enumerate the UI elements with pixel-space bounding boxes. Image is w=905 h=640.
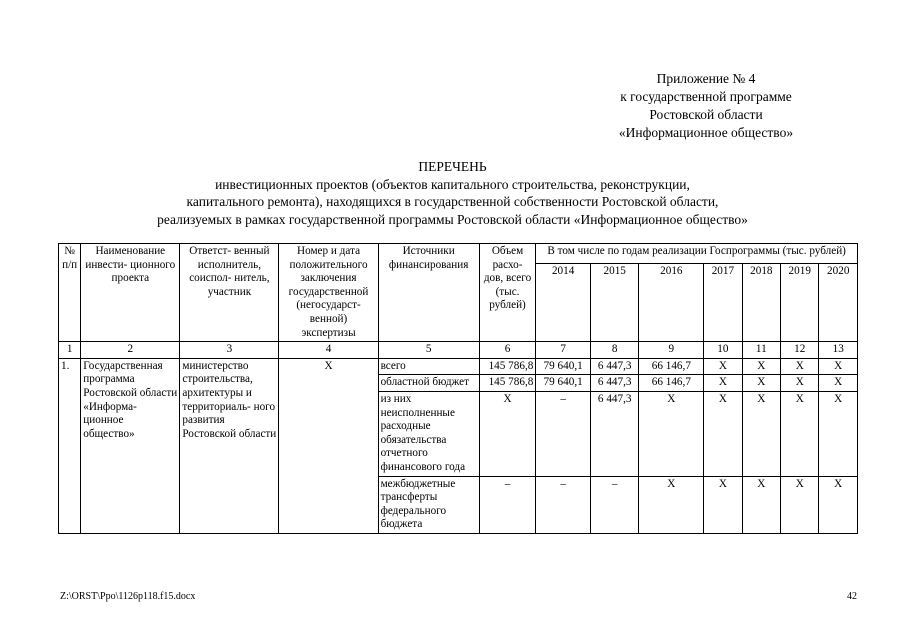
header-year: 2016	[639, 264, 704, 342]
header-sources: Источники финансирования	[378, 244, 479, 342]
header-row-1	[59, 244, 858, 264]
project-num: 1.	[59, 358, 81, 533]
title-heading: ПЕРЕЧЕНЬ	[418, 159, 487, 174]
row-2017: Х	[704, 391, 742, 476]
title-line-1: инвестиционных проектов (объектов капитального строительства, реконструкции,	[215, 176, 690, 192]
row-total: 145 786,8	[479, 375, 536, 392]
row-source: всего	[378, 358, 479, 375]
row-2020: Х	[819, 391, 858, 476]
projects-table	[58, 243, 858, 534]
row-2015: 6 447,3	[590, 391, 639, 476]
row-2017: Х	[704, 358, 742, 375]
header-num: № п/п	[59, 244, 81, 342]
row-2016: 66 146,7	[639, 375, 704, 392]
row-2020: Х	[819, 476, 858, 533]
page-number: 42	[847, 591, 857, 602]
header-year: 2015	[590, 264, 639, 342]
row-2017: Х	[704, 476, 742, 533]
project-expertise: Х	[279, 358, 378, 533]
row-2015: –	[590, 476, 639, 533]
title-line-2: капитального ремонта), находящихся в государственной собственности Ростовской области,	[186, 194, 719, 209]
table-row	[59, 358, 858, 375]
title-line-3: реализуемых в рамках государственной программы Ростовской области «Информационное общество»	[157, 211, 748, 227]
row-2019: Х	[781, 391, 819, 476]
row-2014: –	[536, 476, 591, 533]
row-2019: Х	[781, 476, 819, 533]
row-source: из них неисполненные расходные обязательства отчетного финансового года	[378, 391, 479, 476]
row-2018: Х	[742, 476, 780, 533]
col-number: 13	[819, 342, 858, 359]
appendix-line-4: «Информационное общество»	[618, 125, 794, 140]
header-year: 2019	[781, 264, 819, 342]
row-2018: Х	[742, 375, 780, 392]
col-number: 2	[81, 342, 180, 359]
row-source: областной бюджет	[378, 375, 479, 392]
header-year: 2020	[819, 264, 858, 342]
col-number: 1	[59, 342, 81, 359]
col-number: 5	[378, 342, 479, 359]
project-name: Государственная программа Ростовской области «Информа- ционное общество»	[81, 358, 180, 533]
row-2019: Х	[781, 358, 819, 375]
row-2016: 66 146,7	[639, 358, 704, 375]
col-number: 9	[639, 342, 704, 359]
row-total: 145 786,8	[479, 358, 536, 375]
col-number: 11	[742, 342, 780, 359]
row-2018: Х	[742, 391, 780, 476]
appendix-block	[591, 70, 821, 142]
row-2016: Х	[639, 391, 704, 476]
file-path: Z:\ORST\Ppo\1126p118.f15.docx	[60, 591, 196, 602]
appendix-line-1: Приложение № 4	[656, 71, 756, 86]
document-title	[0, 158, 905, 228]
row-2015: 6 447,3	[590, 375, 639, 392]
header-executor: Ответст- венный исполнитель, соиспол- нитель, участник	[180, 244, 279, 342]
row-2019: Х	[781, 375, 819, 392]
appendix-line-3: Ростовской области	[649, 107, 763, 122]
row-2017: Х	[704, 375, 742, 392]
col-number: 4	[279, 342, 378, 359]
row-total: –	[479, 476, 536, 533]
col-number: 6	[479, 342, 536, 359]
row-2018: Х	[742, 358, 780, 375]
row-2014: –	[536, 391, 591, 476]
row-2020: Х	[819, 375, 858, 392]
col-number: 8	[590, 342, 639, 359]
row-2014: 79 640,1	[536, 358, 591, 375]
header-expertise: Номер и дата положительного заключения государственной (негосударст- венной) экспертизы	[279, 244, 378, 342]
row-2016: Х	[639, 476, 704, 533]
header-year: 2017	[704, 264, 742, 342]
row-2020: Х	[819, 358, 858, 375]
row-source: межбюджетные трансферты федерального бюджета	[378, 476, 479, 533]
project-executor: министерство строительства, архитектуры и территориаль- ного развития Ростовской области	[180, 358, 279, 533]
header-by-years: В том числе по годам реализации Госпрограммы (тыс. рублей)	[536, 244, 858, 264]
header-year: 2018	[742, 264, 780, 342]
col-number: 12	[781, 342, 819, 359]
row-total: Х	[479, 391, 536, 476]
row-2015: 6 447,3	[590, 358, 639, 375]
col-number: 3	[180, 342, 279, 359]
header-year: 2014	[536, 264, 591, 342]
header-volume: Объем расхо- дов, всего (тыс. рублей)	[479, 244, 536, 342]
col-number: 7	[536, 342, 591, 359]
header-name: Наименование инвести- ционного проекта	[81, 244, 180, 342]
row-2014: 79 640,1	[536, 375, 591, 392]
appendix-line-2: к государственной программе	[620, 89, 792, 104]
col-number: 10	[704, 342, 742, 359]
column-number-row	[59, 342, 858, 359]
